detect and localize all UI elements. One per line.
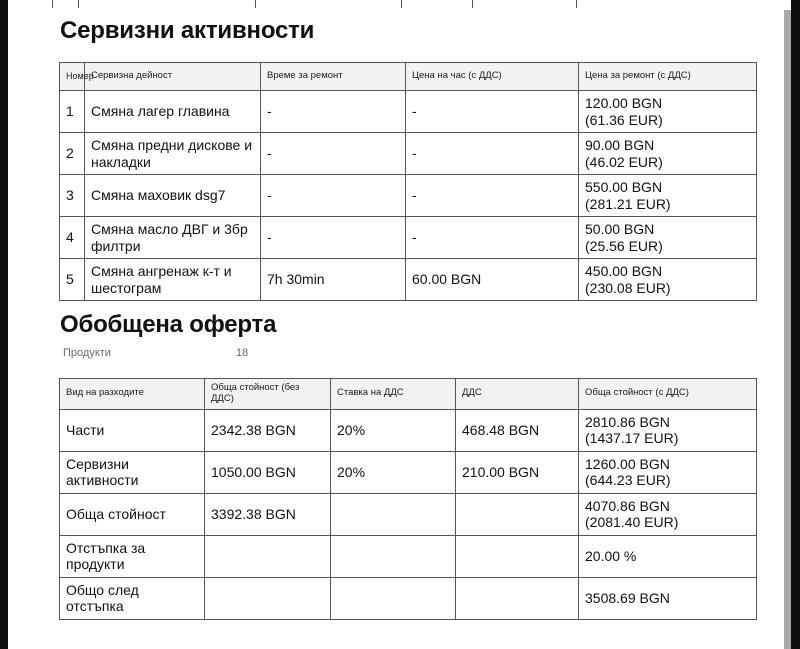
cell-vat-rate: 20% xyxy=(331,409,456,451)
column-header-total-net: Обща стойност (без ДДС) xyxy=(205,379,331,410)
cell-vat xyxy=(456,577,579,619)
services-section-heading: Сервизни активности xyxy=(60,17,315,44)
cost-bgn: 450.00 BGN xyxy=(585,263,663,280)
cell-net: 3392.38 BGN xyxy=(205,493,331,535)
cell-time: - xyxy=(261,91,406,133)
table-row xyxy=(60,91,757,133)
table-cell xyxy=(473,0,577,8)
cost-eur: (25.56 EUR) xyxy=(585,237,663,254)
gross-bgn: 2810.86 BGN xyxy=(585,413,670,430)
table-row xyxy=(60,217,757,259)
cell-number: 1 xyxy=(60,91,85,133)
cost-bgn: 550.00 BGN xyxy=(585,179,663,196)
products-count: 18 xyxy=(236,347,249,359)
table-cell xyxy=(256,0,402,8)
cell-net xyxy=(205,535,331,577)
cell-gross xyxy=(579,493,757,535)
summary-table xyxy=(59,378,757,620)
document-page xyxy=(8,0,791,649)
column-header-hourly-rate: Цена на час (с ДДС) xyxy=(406,63,579,91)
cell-number: 2 xyxy=(60,133,85,175)
column-header-repair-cost: Цена за ремонт (с ДДС) xyxy=(579,63,757,91)
gross-eur: (2081.40 EUR) xyxy=(585,514,679,531)
column-header-vat-rate: Ставка на ДДС xyxy=(331,379,456,410)
cell-cost-type: Общо след отстъпка xyxy=(60,577,205,619)
column-header-repair-time: Време за ремонт xyxy=(261,63,406,91)
table-cell xyxy=(402,0,473,8)
cell-vat: 210.00 BGN xyxy=(456,451,579,493)
cell-cost-type: Отстъпка за продукти xyxy=(60,535,205,577)
cell-cost xyxy=(579,259,757,301)
cost-bgn: 50.00 BGN xyxy=(585,221,655,238)
cost-eur: (61.36 EUR) xyxy=(585,111,663,128)
cell-cost-type: Части xyxy=(60,409,205,451)
cell-gross: 20.00 % xyxy=(579,535,757,577)
cell-cost xyxy=(579,133,757,175)
table-row xyxy=(60,175,757,217)
services-table xyxy=(59,62,757,301)
gross-bgn: 1260.00 BGN xyxy=(585,455,670,472)
cell-time: 7h 30min xyxy=(261,259,406,301)
cell-activity: Смяна масло ДВГ и 3бр филтри xyxy=(85,217,261,259)
column-header-cost-type: Вид на разходите xyxy=(60,379,205,410)
cell-cost xyxy=(579,175,757,217)
cell-net: 2342.38 BGN xyxy=(205,409,331,451)
cell-rate: - xyxy=(406,91,579,133)
cell-cost-type: Обща стойност xyxy=(60,493,205,535)
cell-vat-rate: 20% xyxy=(331,451,456,493)
cell-number: 5 xyxy=(60,259,85,301)
cell-number: 3 xyxy=(60,175,85,217)
cell-rate: 60.00 BGN xyxy=(406,259,579,301)
cell-time: - xyxy=(261,217,406,259)
column-header-vat: ДДС xyxy=(456,379,579,410)
cell-rate: - xyxy=(406,217,579,259)
column-header-total-gross: Обща стойност (с ДДС) xyxy=(579,379,757,410)
previous-table xyxy=(52,0,753,8)
column-header-number: Номер xyxy=(60,63,85,91)
summary-section-heading: Обобщена оферта xyxy=(60,311,277,338)
cost-eur: (230.08 EUR) xyxy=(585,279,671,296)
cell-gross xyxy=(579,409,757,451)
cell-net xyxy=(205,577,331,619)
gross-bgn: 4070.86 BGN xyxy=(585,497,670,514)
column-header-activity: Сервизна дейност xyxy=(85,63,261,91)
scrollbar-thumb[interactable] xyxy=(784,10,791,649)
cell-gross xyxy=(579,451,757,493)
gross-eur: (1437.17 EUR) xyxy=(585,430,679,447)
gross-eur: (644.23 EUR) xyxy=(585,472,671,489)
summary-table-header-row xyxy=(60,379,757,410)
cell-time: - xyxy=(261,175,406,217)
cost-bgn: 120.00 BGN xyxy=(585,95,663,111)
table-row xyxy=(60,409,757,451)
table-cell xyxy=(79,0,256,8)
cell-vat-rate xyxy=(331,535,456,577)
cell-number: 4 xyxy=(60,217,85,259)
products-label: Продукти xyxy=(63,347,111,359)
cell-time: - xyxy=(261,133,406,175)
cell-activity: Смяна ангренаж к-т и шестограм xyxy=(85,259,261,301)
cell-rate: - xyxy=(406,133,579,175)
table-cell xyxy=(53,0,79,8)
products-count-line xyxy=(63,347,248,359)
cost-eur: (281.21 EUR) xyxy=(585,195,671,212)
services-table-header-row xyxy=(60,63,757,91)
cell-activity: Смяна предни дискове и накладки xyxy=(85,133,261,175)
cost-bgn: 90.00 BGN xyxy=(585,137,655,154)
table-row xyxy=(60,577,757,619)
cell-vat xyxy=(456,535,579,577)
table-row xyxy=(60,535,757,577)
previous-table-clipped xyxy=(52,0,753,8)
cell-net: 1050.00 BGN xyxy=(205,451,331,493)
cell-vat: 468.48 BGN xyxy=(456,409,579,451)
cell-cost xyxy=(579,217,757,259)
cell-vat-rate xyxy=(331,577,456,619)
right-edge-band xyxy=(791,0,800,649)
left-edge-band xyxy=(0,0,8,649)
cell-cost-type: Сервизни активности xyxy=(60,451,205,493)
cell-activity: Смяна лагер главина xyxy=(85,91,261,133)
cell-rate: - xyxy=(406,175,579,217)
cell-vat xyxy=(456,493,579,535)
table-row xyxy=(60,259,757,301)
table-cell xyxy=(577,0,754,8)
cell-gross: 3508.69 BGN xyxy=(579,577,757,619)
cell-vat-rate xyxy=(331,493,456,535)
table-row xyxy=(53,0,754,8)
cell-activity: Смяна маховик dsg7 xyxy=(85,175,261,217)
table-row xyxy=(60,133,757,175)
table-row xyxy=(60,493,757,535)
cost-eur: (46.02 EUR) xyxy=(585,153,663,170)
cell-cost xyxy=(579,91,757,133)
table-row xyxy=(60,451,757,493)
